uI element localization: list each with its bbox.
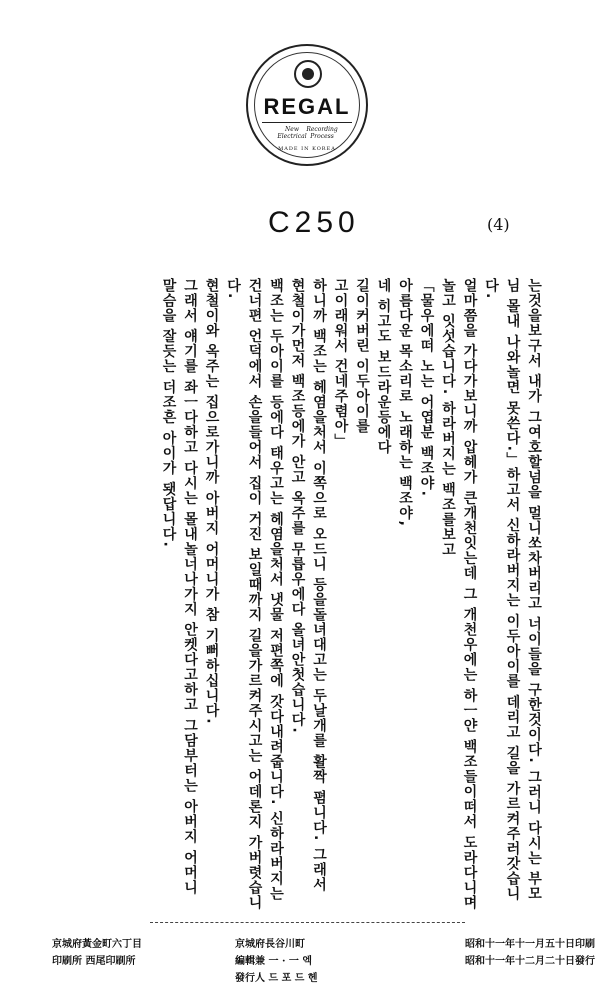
footer-divider [150, 922, 465, 923]
paragraph: 길이커버린 이두아이를 [354, 278, 370, 434]
printer-name: 印刷所 西尾印刷所 [52, 956, 136, 967]
story-body [58, 278, 544, 910]
logo-divider [262, 122, 352, 123]
logo-emblem-icon [294, 60, 322, 88]
logo-bottom-text: MADE IN KOREA [278, 146, 336, 152]
paragraph: 하니까 백조는 헤염을처서 이쪽으로 오드니 등을돌녀대고는 두날개를 활짝 폄니다. 그래서 현철이가먼저 백조등에가 안고 옥주를 무릅우에다 올녀안첫습니다. [289, 278, 327, 893]
paragraph: 얼마쯤을 가다가보니까 압헤가 큰개천잇는데 그 개천우에는 하ㅡ얀 백조들이떠서 도라다니며놀고 잇섯습니다. 하라버지는 백조를보고 [440, 278, 478, 910]
editor-label: 編輯兼 一 · 一 엑 [235, 956, 313, 967]
issue-date: 昭和十一年十二月二十日發行 [465, 956, 595, 967]
catalog-number: C250 [268, 206, 360, 239]
paragraph: 「물우에떠 노는 어엽분 백조야. [418, 278, 435, 497]
paragraph: 는것을보구서 내가 그여호할넘을 멀니쏘차버리고 너이들을 구한것이다. 그러니 다시는 부모님 몰내 나와놀면 못쓴다.」하고서 신하라버지는 이두아이를 데리고 길을 가르켜주러갓습니다. [483, 278, 542, 902]
paragraph: 고이래워서 건네주렴아」 [332, 278, 349, 449]
colophon-dates [465, 936, 595, 970]
print-date: 昭和十一年十一月五十日印刷 [465, 939, 595, 950]
colophon-publisher [235, 936, 318, 987]
page-number: (4) [487, 215, 510, 234]
paragraph: 백조는 두아이를 등에다 태우고는 헤염을처서 냇물 저편쪽에 갓다내려줍니다. 신하라버지는 건너편 언덕에서 손을들어서 집이 거진 보일때까지 길을가르켜주시고는 어데론지 가버렷습니다. [225, 278, 284, 910]
colophon-printer [52, 936, 142, 970]
logo-sub-right: Recording Process [306, 126, 338, 140]
logo-brand-name: REGAL [263, 94, 351, 119]
regal-logo [246, 44, 368, 166]
paragraph: 아름다운 목소리로 노래하는 백조야, [397, 278, 413, 527]
publisher-label: 發行人 드 포 드 헨 [235, 973, 318, 984]
logo-sub-left: New Electrical [277, 126, 307, 140]
publisher-address: 京城府長谷川町 [235, 939, 305, 950]
printer-address: 京城府黃金町六丁目 [52, 939, 142, 950]
paragraph: 그래서 얘기를 좌ㅡ다하고 다시는 몰내놀너나가지 안켓다고하고 그담부터는 아버지 어머니 말슴을 잘듯는 더조흔 아이가 됏답니다. [160, 278, 198, 895]
paragraph: 네 히고도 보드라운등에다 [375, 278, 392, 455]
paragraph: 현철이와 옥주는 집으로가니까 아버지 어머니가 참 기뻐하십니다. [203, 278, 220, 725]
